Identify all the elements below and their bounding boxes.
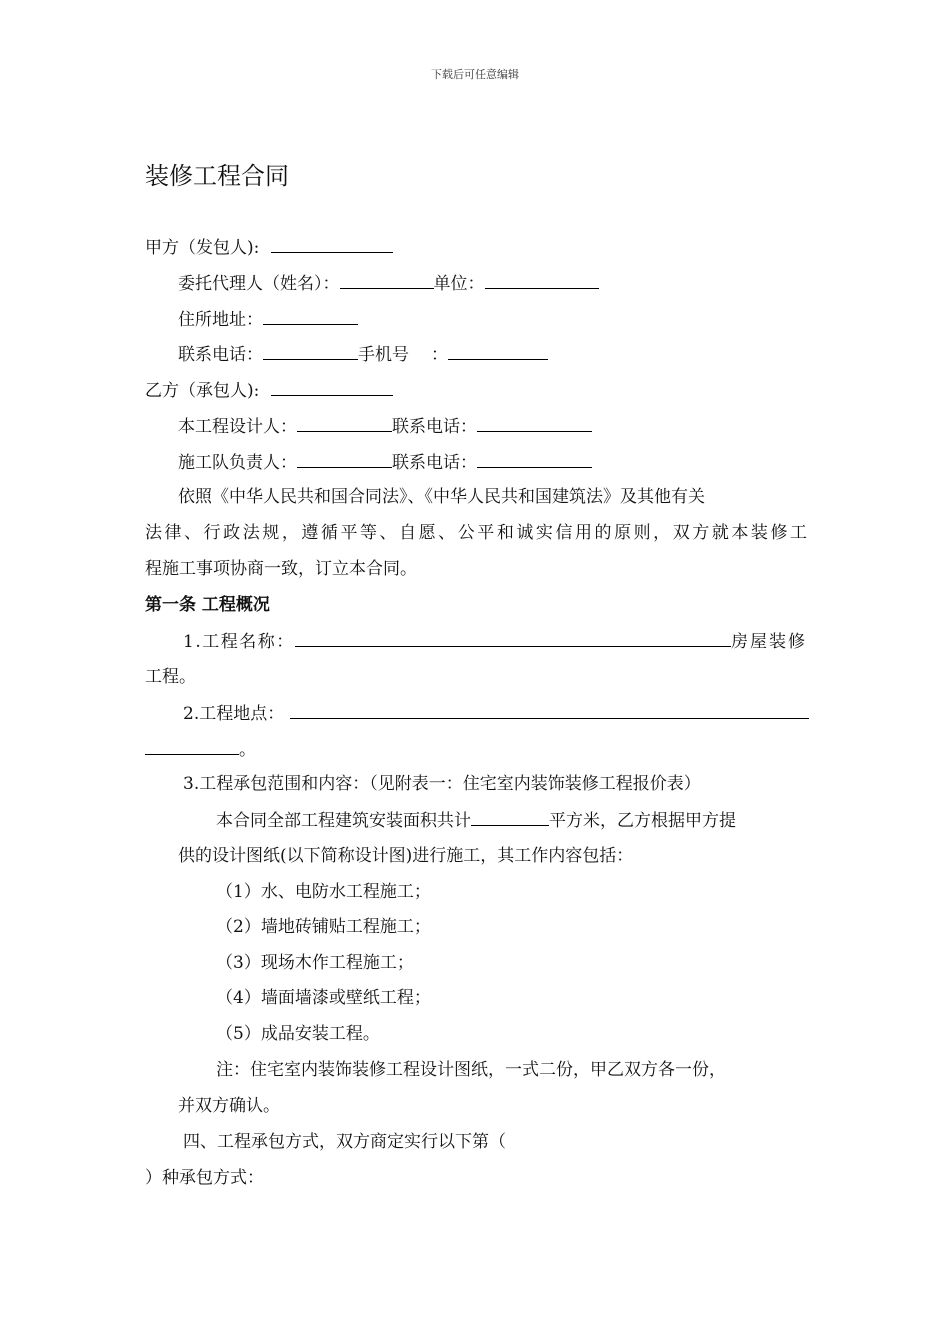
article-1-heading: 第一条 工程概况 [145,595,270,615]
project-location-blank[interactable] [290,702,809,719]
section-4-line-1: 四、工程承包方式，双方商定实行以下第（ [183,1132,506,1152]
designer-phone-label: 联系电话： [392,417,477,437]
project-location-cont [145,738,256,760]
project-name-cont: 工程。 [145,667,196,687]
phone-label: 联系电话： [178,345,263,365]
work-item-2: （2）墙地砖铺贴工程施工； [216,917,431,937]
agent-blank[interactable] [340,272,434,289]
scope-area-blank[interactable] [471,809,549,826]
team-phone-blank[interactable] [477,451,592,468]
work-item-3: （3）现场木作工程施工； [216,953,414,973]
contract-title: 装修工程合同 [145,162,289,190]
party-b-blank[interactable] [271,379,393,396]
mobile-label: 手机号 [358,345,409,365]
party-a-label: 甲方（发包人): [145,238,260,258]
work-item-5: （5）成品安装工程。 [216,1024,380,1044]
team-phone-label: 联系电话： [392,453,477,473]
scope-heading: 3.工程承包范围和内容：（见附表一：住宅室内装饰装修工程报价表） [183,774,701,794]
address-row [178,308,358,330]
scope-cont: 供的设计图纸(以下简称设计图)进行施工，其工作内容包括： [178,846,634,866]
project-location-end: 。 [239,740,256,760]
mobile-blank[interactable] [448,343,548,360]
party-a-row [145,236,393,258]
designer-label: 本工程设计人： [178,417,297,437]
designer-row [178,415,592,437]
preamble-line-1: 依照《中华人民共和国合同法》、《中华人民共和国建筑法》及其他有关 [178,487,705,507]
preamble-line-2: 法律、行政法规，遵循平等、自愿、公平和诚实信用的原则，双方就本装修工 [145,523,807,543]
project-name-label: 1.工程名称： [183,632,295,652]
agent-label: 委托代理人（姓名）： [178,274,340,294]
address-label: 住所地址： [178,310,263,330]
scope-area-label: 本合同全部工程建筑安装面积共计 [216,811,471,831]
note-line-1: 注：住宅室内装饰装修工程设计图纸，一式二份，甲乙双方各一份， [216,1060,726,1080]
preamble-line-3: 程施工事项协商一致，订立本合同。 [145,559,417,579]
phone-row [178,343,548,365]
scope-area-row [216,809,805,831]
header-note: 下载后可任意编辑 [431,68,519,81]
work-item-4: （4）墙面墙漆或壁纸工程； [216,988,431,1008]
designer-blank[interactable] [297,415,392,432]
project-location-label: 2.工程地点： [183,704,285,724]
designer-phone-blank[interactable] [477,415,592,432]
team-row [178,451,592,473]
party-b-row [145,379,393,401]
team-blank[interactable] [297,451,392,468]
project-location-blank-2[interactable] [145,738,239,755]
mobile-colon: ： [431,345,448,365]
agent-row [178,272,599,294]
note-line-2: 并双方确认。 [178,1096,280,1116]
team-label: 施工队负责人： [178,453,297,473]
phone-blank[interactable] [263,343,358,360]
unit-label: 单位： [433,274,485,294]
section-4-line-2: ）种承包方式： [145,1168,264,1188]
party-b-label: 乙方（承包人): [145,381,260,401]
project-name-suffix: 房屋装修 [731,632,807,652]
project-location-row [183,702,809,724]
work-item-1: （1）水、电防水工程施工； [216,882,431,902]
project-name-blank[interactable] [295,630,731,647]
unit-blank[interactable] [485,272,599,289]
address-blank[interactable] [263,308,358,325]
scope-area-suffix: 平方米，乙方根据甲方提 [549,811,736,831]
party-a-blank[interactable] [271,236,393,253]
project-name-row [183,630,807,652]
